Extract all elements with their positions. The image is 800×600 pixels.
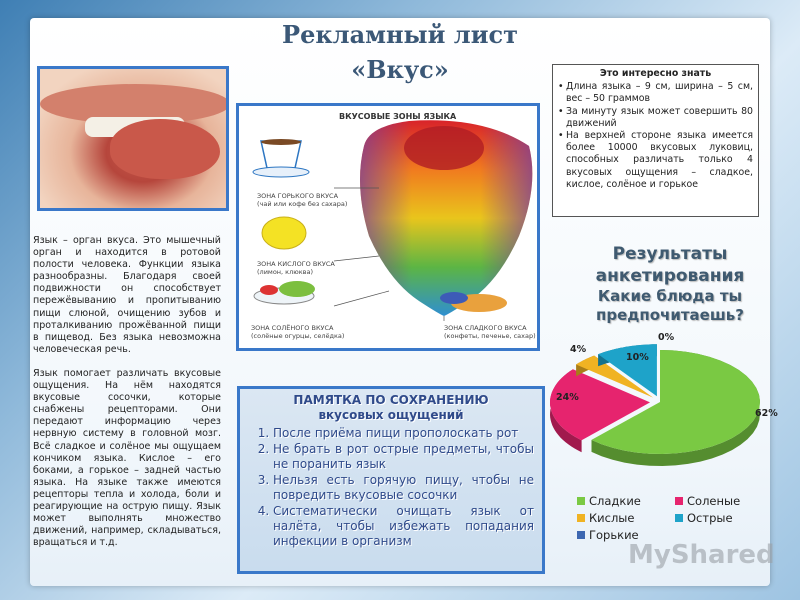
diagram-title: ВКУСОВЫЕ ЗОНЫ ЯЗЫКА (339, 112, 457, 121)
legend-swatch (577, 531, 585, 539)
legend-item-spicy: Острые (675, 511, 733, 525)
legend-swatch (577, 497, 585, 505)
pie-data-label: 62% (755, 408, 778, 419)
taste-zones-diagram (236, 103, 540, 351)
chart-title: Результаты анкетирования (595, 244, 745, 286)
legend-item-sweet: Сладкие (577, 494, 641, 508)
legend-item-bitter: Горькие (577, 528, 639, 542)
memo-item: 3. Нельзя есть горячую пищу, чтобы не повредить вкусовые сосочки (273, 473, 534, 503)
page-subtitle: «Вкус» (351, 55, 449, 84)
pie-chart (540, 330, 780, 480)
facts-heading: Это интересно знать (599, 68, 712, 79)
pie-data-label: 0% (658, 332, 675, 343)
main-text (33, 235, 221, 561)
tongue-photo (37, 66, 229, 211)
tongue-zones-illustration (239, 106, 537, 348)
paragraph-1: Язык – орган вкуса. Это мышечный орган и находится в ротовой полости человека. Функции языка разнообразны. Благодаря своей подвижности он способствует пережёвыванию и пропитыванию пищи слюной, очищению зубов и проталкиванию прожёванной пищи в пищевод. Без языка невозможна человеческая речь. (33, 235, 221, 355)
pie-data-label: 24% (556, 392, 579, 403)
legend-item-salty: Соленые (675, 494, 740, 508)
watermark: MyShared (628, 540, 775, 570)
legend-swatch (675, 514, 683, 522)
legend-swatch (675, 497, 683, 505)
zone-bitter-label: ЗОНА ГОРЬКОГО ВКУСА (чай или кофе без сахара) (257, 192, 348, 208)
legend-swatch (577, 514, 585, 522)
facts-box (552, 64, 759, 217)
memo-item: 2. Не брать в рот острые предметы, чтобы не поранить язык (273, 442, 534, 472)
pie-data-label: 4% (570, 344, 587, 355)
zone-sour-label: ЗОНА КИСЛОГО ВКУСА (лимон, клюква) (257, 260, 335, 276)
zone-salty-label: ЗОНА СОЛЁНОГО ВКУСА (солёные огурцы, селёдка) (251, 324, 345, 340)
legend-item-sour: Кислые (577, 511, 634, 525)
chart-subtitle: Какие блюда ты предпочитаешь? (596, 287, 744, 324)
fact-item: • Длина языка – 9 см, ширина – 5 см, вес – 50 граммов (558, 81, 753, 105)
pie-data-label: 10% (626, 352, 649, 363)
page-title: Рекламный лист (282, 20, 518, 49)
zone-sweet-label: ЗОНА СЛАДКОГО ВКУСА (конфеты, печенье, сахар) (444, 324, 536, 340)
fact-item: • На верхней стороне языка имеется более 10000 вкусовых луковиц, способных различать только 4 вкусовых ощущения – сладкое, кислое, солёное и горькое (558, 130, 753, 191)
fact-item: • За минуту язык может совершить 80 движений (558, 106, 753, 130)
memo-list (248, 426, 534, 549)
memo-heading: ПАМЯТКА ПО СОХРАНЕНИЮ вкусовых ощущений (293, 393, 489, 422)
memo-item: 1. После приёма пищи прополоскать рот (273, 426, 534, 441)
memo-item: 4. Систематически очищать язык от налёта, чтобы избежать попадания инфекции в организм (273, 504, 534, 549)
memo-box (237, 386, 545, 574)
paragraph-2: Язык помогает различать вкусовые ощущения. На нём находятся вкусовые сосочки, которые снабжены рецепторами. Они передают информацию через нервную систему в головной мозг. Всё сладкое и солёное мы ощущаем кончиком языка. Кислое – его боками, а горькое – задней частью языка. На языке также имеются рецепторы тепла и холода, боли и реагирующие на острую пищу. Язык может выполнять множество движений, например, складываться, вращаться и т.д. (33, 367, 221, 549)
